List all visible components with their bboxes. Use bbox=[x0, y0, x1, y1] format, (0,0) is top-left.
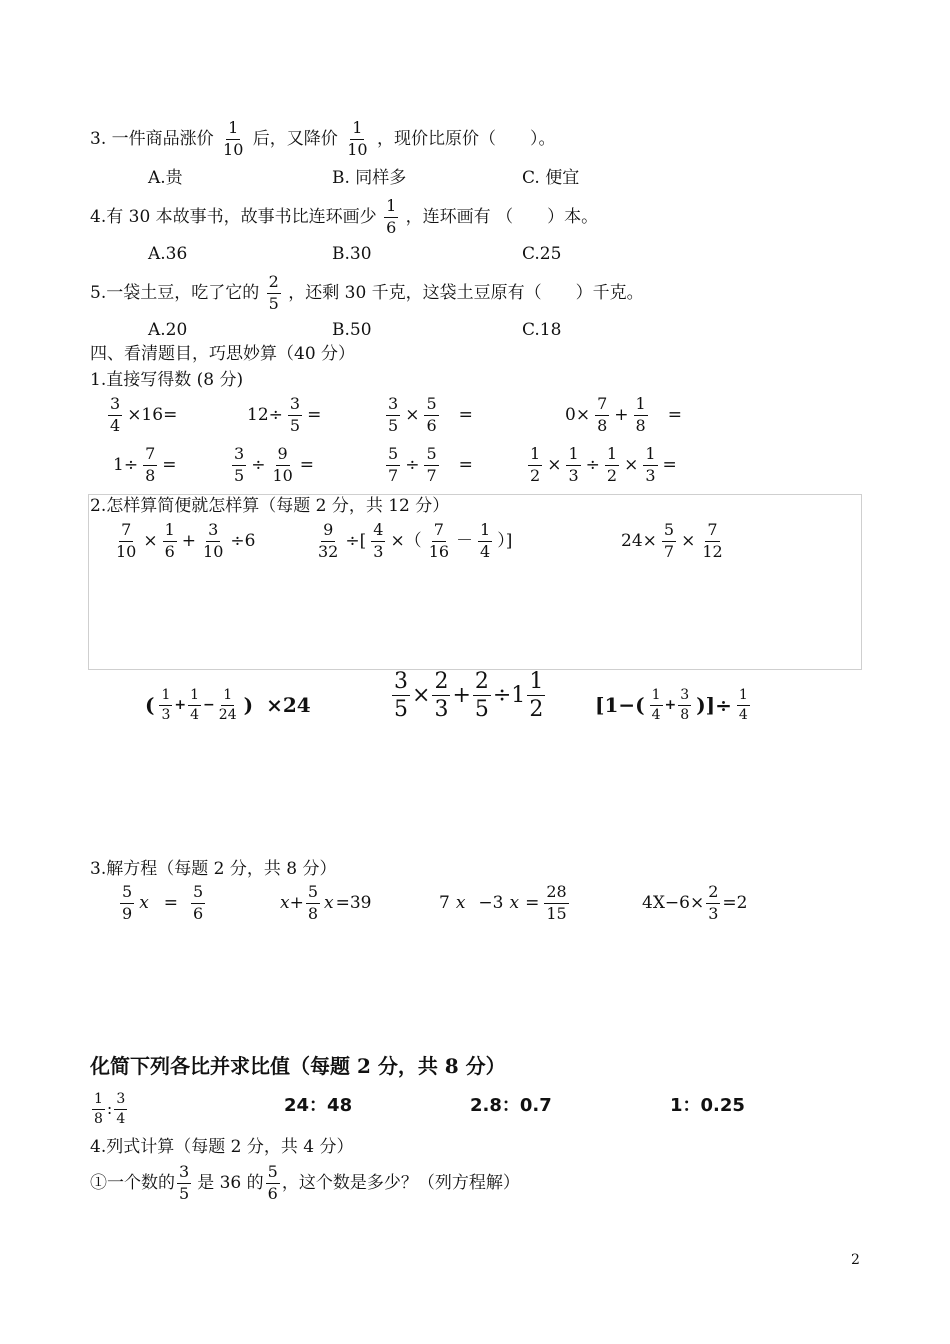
simplify-6: [1−( $\frac{1}{4}$ + $\frac{3}{8}$ )]÷ $\frac{1}{4}$ bbox=[595, 687, 748, 723]
question-5 bbox=[90, 274, 644, 313]
q3-mid: 后，又降价 bbox=[252, 128, 338, 149]
equation-3: 7 x −3 x = $\frac{28}{15}$ bbox=[439, 882, 567, 923]
simplify-4: ( $\frac{1}{3}$ + $\frac{1}{4}$ − $\frac{1}{24}$ ) ×24 bbox=[145, 687, 311, 723]
equation-4: 4X−6× $\frac{2}{3}$ =2 bbox=[642, 882, 748, 923]
sub4-question-1: ①一个数的 $\frac{3}{5}$ 是 36 的 $\frac{5}{6}$ ，这个数是多少？（列方程解） bbox=[90, 1162, 520, 1203]
sub4-q1-suffix: ，这个数是多少？（列方程解） bbox=[281, 1172, 520, 1193]
sub4-title: 4.列式计算（每题 2 分，共 4 分） bbox=[90, 1137, 354, 1157]
q5-option-b[interactable]: B.50 bbox=[332, 320, 372, 340]
sub4-q1-prefix: ①一个数的 bbox=[90, 1172, 175, 1193]
q3-option-b[interactable]: B. 同样多 bbox=[332, 168, 407, 188]
question-3 bbox=[90, 120, 555, 159]
q3-prefix: 3. 一件商品涨价 bbox=[90, 128, 214, 149]
question-4 bbox=[90, 198, 598, 237]
q3-option-c[interactable]: C. 便宜 bbox=[522, 168, 580, 188]
section-4-sub1: 1.直接写得数 (8 分) bbox=[90, 370, 244, 390]
calc-1-7: $\frac{5}{7}$ ÷ $\frac{5}{7}$ = bbox=[388, 444, 473, 485]
q5-option-a[interactable]: A.20 bbox=[148, 320, 188, 340]
ratio-item-3: 2.8：0.7 bbox=[470, 1095, 552, 1116]
simplify-3: 24× $\frac{5}{7}$ × $\frac{7}{12}$ bbox=[621, 520, 723, 561]
calc-1-5: 1÷ $\frac{7}{8}$ = bbox=[113, 444, 177, 485]
calc-1-1: $\frac{3}{4}$ ×16= bbox=[110, 394, 178, 435]
calc-1-8: $\frac{1}{2}$ × $\frac{1}{3}$ ÷ $\frac{1}{2}$ × $\frac{1}{3}$ = bbox=[530, 444, 677, 485]
q4-option-a[interactable]: A.36 bbox=[148, 244, 188, 264]
equation-1: $\frac{5}{9}$ x = $\frac{5}{6}$ bbox=[122, 882, 204, 923]
ratio-item-2: 24：48 bbox=[284, 1095, 353, 1116]
simplify-2: $\frac{9}{32}$ ÷[ $\frac{4}{3}$ ×（ $\frac{7}{16}$ － $\frac{1}{4}$ ）] bbox=[318, 520, 513, 561]
page-number: 2 bbox=[851, 1252, 860, 1268]
q4-option-c[interactable]: C.25 bbox=[522, 244, 562, 264]
equation-2: x+ $\frac{5}{8}$ x =39 bbox=[280, 882, 372, 923]
q3-fraction-1: $\frac{1}{10}$ bbox=[223, 118, 244, 159]
q3-fraction-2: $\frac{1}{10}$ bbox=[347, 118, 368, 159]
calc-1-3: $\frac{3}{5}$ × $\frac{5}{6}$ = bbox=[388, 394, 473, 435]
section-4-sub3: 3.解方程（每题 2 分，共 8 分） bbox=[90, 859, 337, 879]
q4-suffix: ，连环画有 （ ）本。 bbox=[405, 206, 599, 227]
ratio-item-1: $\frac{1}{8}$ : $\frac{3}{4}$ bbox=[94, 1091, 126, 1127]
calc-1-6: $\frac{3}{5}$ ÷ $\frac{9}{10}$ = bbox=[234, 444, 315, 485]
calc-1-2: 12÷ $\frac{3}{5}$ = bbox=[247, 394, 322, 435]
sub4-q1-mid: 是 36 的 bbox=[197, 1172, 264, 1193]
simplify-1: $\frac{7}{10}$ × $\frac{1}{6}$ + $\frac{3}{10}$ ÷6 bbox=[116, 520, 256, 561]
ratio-item-4: 1：0.25 bbox=[670, 1095, 745, 1116]
calc-1-4: 0× $\frac{7}{8}$ + $\frac{1}{8}$ = bbox=[565, 394, 682, 435]
q5-fraction: $\frac{2}{5}$ bbox=[268, 272, 279, 313]
q3-option-a[interactable]: A.贵 bbox=[148, 168, 183, 188]
section-4-sub2: 2.怎样算简便就怎样算（每题 2 分，共 12 分） bbox=[90, 496, 450, 516]
q4-prefix: 4.有 30 本故事书，故事书比连环画少 bbox=[90, 206, 377, 227]
q5-option-c[interactable]: C.18 bbox=[522, 320, 562, 340]
q5-suffix: ，还剩 30 千克，这袋土豆原有（ ）千克。 bbox=[288, 282, 644, 303]
q5-prefix: 5.一袋土豆，吃了它的 bbox=[90, 282, 260, 303]
answer-box bbox=[88, 494, 862, 670]
simplify-5: $\frac{3}{5}$ × $\frac{2}{3}$ + $\frac{2}{5}$ ÷1 $\frac{1}{2}$ bbox=[394, 669, 544, 723]
ratio-title: 化简下列各比并求比值（每题 2 分，共 8 分） bbox=[90, 1054, 506, 1078]
section-4-title: 四、看清题目，巧思妙算（40 分） bbox=[90, 344, 356, 364]
q4-fraction: $\frac{1}{6}$ bbox=[386, 196, 397, 237]
q3-suffix: ，现价比原价（ ）。 bbox=[376, 128, 556, 149]
q4-option-b[interactable]: B.30 bbox=[332, 244, 372, 264]
